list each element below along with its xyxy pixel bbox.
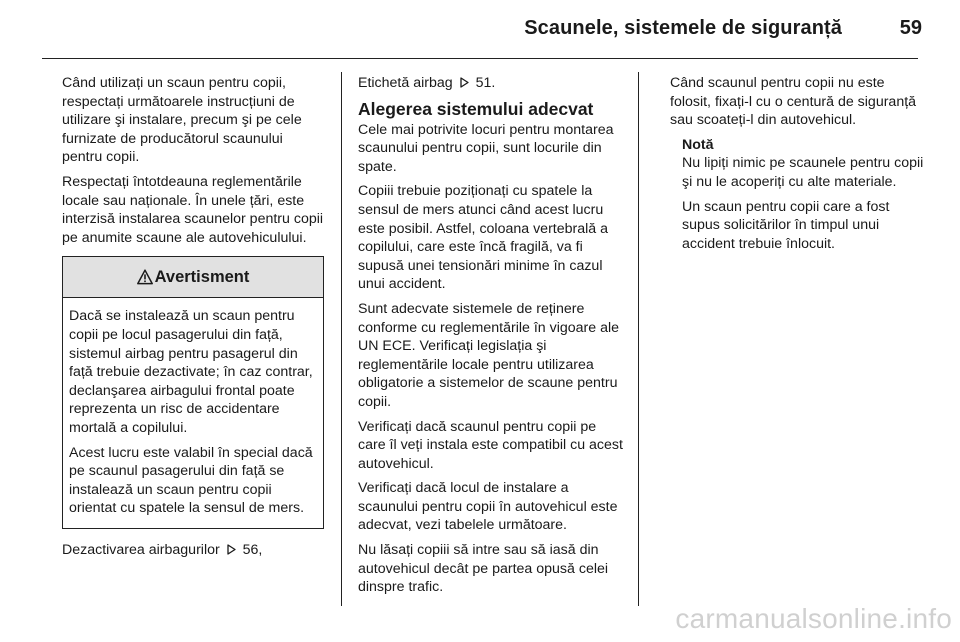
note-paragraph: Nu lipiți nimic pe scaunele pentru copii şi nu le acoperiți cu alte materiale. — [682, 155, 924, 190]
cross-reference — [62, 541, 324, 560]
page-reference-arrow-icon — [459, 77, 470, 88]
paragraph: Nu lăsați copiii să intre sau să iasă din autovehicul decât pe partea opusă celei dinspre trafic. — [358, 542, 609, 596]
chapter-title: Scaunele, sistemele de siguranță — [524, 17, 842, 39]
paragraph: Când scaunul pentru copii nu este folosit, fixați-l cu o centură de siguranță sau scoateți-l din autovehicul. — [670, 75, 917, 129]
warning-title: Avertisment — [154, 268, 250, 287]
section-heading: Alegerea sistemului adecvat — [358, 98, 594, 119]
warning-header — [63, 257, 323, 298]
left-column — [62, 74, 324, 565]
warning-body — [63, 298, 323, 528]
reference-text: Etichetă airbag — [358, 75, 453, 91]
page-reference-arrow-icon — [226, 544, 237, 555]
paragraph: Verificați dacă locul de instalare a scaunului pentru copii în autovehicul este adecvat, vezi tabelele următoare. — [358, 480, 618, 534]
note-title: Notă — [682, 136, 714, 153]
paragraph: Verificați dacă scaunul pentru copii pe care îl veți instala este compatibil cu acest autovehicul. — [358, 418, 623, 472]
middle-column — [358, 74, 626, 603]
cross-reference — [358, 74, 626, 93]
paragraph: Când utilizați un scaun pentru copii, respectați următoarele instrucțiuni de utilizare şi instalare, precum şi pe cele furnizate de producătorul scaunului pentru copii. — [62, 75, 302, 166]
reference-text: Dezactivarea airbagurilor — [62, 541, 220, 558]
column-divider-1 — [341, 72, 342, 606]
reference-page: 51. — [475, 75, 496, 91]
watermark: carmanualsonline.info — [675, 603, 952, 634]
reference-page: 56, — [242, 541, 263, 558]
warning-paragraph: Acest lucru este valabil în special dacă pe scaunul pasagerului din față se instalează un scaun pentru copii orientat cu spatele la sensul de mers. — [69, 444, 313, 517]
warning-triangle-icon — [137, 269, 153, 285]
warning-box — [62, 256, 324, 529]
paragraph: Cele mai potrivite locuri pentru montarea scaunului pentru copii, sunt locurile din spate. — [358, 121, 614, 175]
column-divider-2 — [638, 72, 639, 606]
header-divider — [42, 58, 918, 59]
note-block — [682, 136, 926, 254]
page-number: 59 — [899, 17, 922, 39]
page-header — [0, 0, 960, 62]
paragraph: Respectați întotdeauna reglementările locale sau naționale. În unele țări, este interzisă instalarea scaunelor pentru copii pe anumite scaune ale autovehiculului. — [62, 173, 324, 246]
note-paragraph: Un scaun pentru copii care a fost supus solicitărilor în timpul unui accident trebuie înlocuit. — [682, 198, 890, 252]
paragraph: Sunt adecvate sistemele de reținere conforme cu reglementările în vigoare ale UN ECE. Verificați legislația şi reglementările locale pentru utilizarea obligatorie a sistemelor de scaune pentru copii. — [358, 300, 620, 410]
warning-paragraph: Dacă se instalează un scaun pentru copii pe locul pasagerului din față, sistemul airbag pentru pasagerul din față trebuie dezactivate; în caz contrar, declanşarea airbagului frontal poate reprezenta un risc de accidentare mortală a copilului. — [69, 308, 313, 436]
paragraph: Copiii trebuie poziționați cu spatele la sensul de mers atunci când acest lucru este posibil. Astfel, coloana vertebrală a copilului, care este încă fragilă, va fi supusă unei tensionări minime în cazul unui accident. — [358, 183, 609, 293]
right-column — [670, 74, 926, 259]
